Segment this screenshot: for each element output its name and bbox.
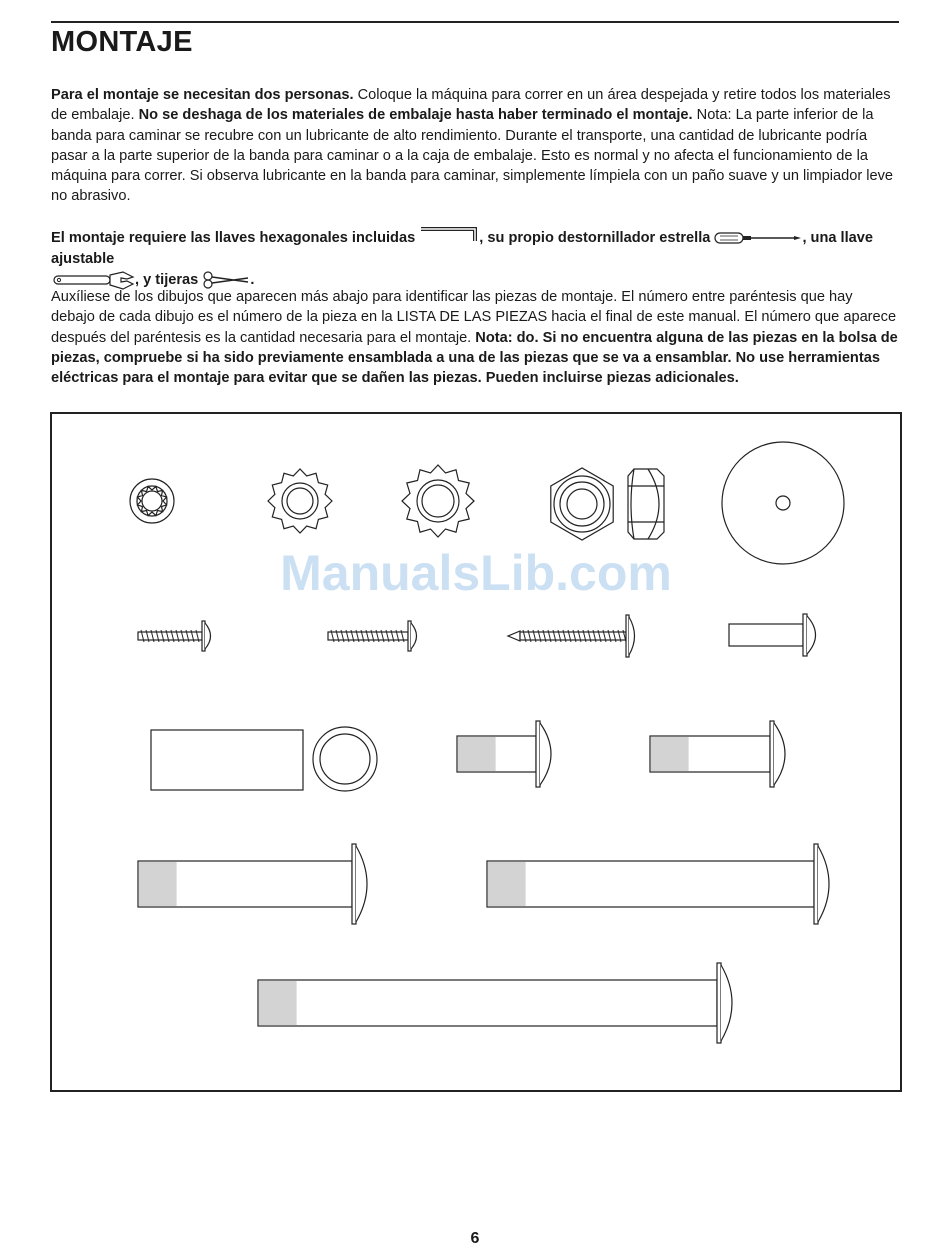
screwdriver-icon	[714, 230, 802, 246]
intro-paragraph	[51, 85, 899, 207]
parts-drawing	[52, 414, 900, 1090]
longest-bolt-part	[258, 963, 732, 1043]
watermark: ManualsLib.com	[280, 545, 672, 601]
tools-text-5: .	[250, 272, 255, 289]
bolt-2-part	[650, 721, 785, 787]
medium-star-washer-part	[268, 469, 332, 533]
medium-screw-part	[328, 621, 417, 651]
long-bolt-2-part	[487, 844, 829, 924]
intro-text-1: Coloque la máquina para correr en un área despejada y retire todos los materiales de embalaje.	[51, 87, 891, 124]
intro-bold-2: No se deshaga de los materiales de embalaje hasta haber terminado el montaje.	[138, 107, 693, 124]
page-number: 6	[470, 1230, 480, 1247]
intro-bold-1: Para el montaje se necesitan dos personas.	[51, 87, 354, 103]
short-screw-part	[138, 621, 211, 651]
short-bolt-part	[729, 614, 816, 656]
tools-text-1: El montaje requiere las llaves hexagonales incluidas	[51, 229, 416, 246]
parts-box	[50, 412, 902, 1092]
spacer-part	[151, 730, 303, 790]
tools-text-4: , y tijeras	[135, 272, 199, 289]
help-text: Auxíliese de los dibujos que aparecen más abajo para identificar las piezas de montaje. El número entre paréntesis que hay debajo de cada dibujo es el número de la pieza en la LISTA DE LAS PIEZAS hacia el final de este manual. El número que aparece después del paréntesis es la cantidad necesaria para el montaje.	[51, 289, 897, 346]
tools-text-2: , su propio destornillador estrella	[479, 229, 711, 246]
help-paragraph	[51, 287, 899, 388]
lock-nut-part	[628, 469, 664, 539]
small-star-washer-part	[130, 479, 174, 523]
intro-text-2: Nota: La parte inferior de la banda para caminar se recubre con un lubricante de alto rendimiento. Durante el transporte, una cantidad de lubricante podría pasar a la parte superior de la banda para caminar o a la caja de embalaje. Esto es normal y no afecta el funcionamiento de la máquina para correr. Si observa lubricante en la banda para caminar, simplemente límpiela con un paño suave y un limpiador leve no abrasivo.	[51, 107, 894, 205]
tools-text-3: , una llave ajustable	[51, 229, 874, 267]
bolt-1-part	[457, 721, 551, 787]
hex-nut-part	[551, 468, 613, 540]
spacer-ring-part	[313, 727, 377, 791]
long-bolt-1-part	[138, 844, 367, 924]
tools-paragraph	[51, 227, 899, 291]
top-rule	[51, 21, 899, 23]
hex-key-icon	[419, 227, 479, 249]
self-tapping-screw-part	[508, 615, 635, 657]
page-title: MONTAJE	[51, 26, 193, 58]
help-bold: Nota: do. Si no encuentra alguna de las piezas en la bolsa de piezas, compruebe si ha sido previamente ensamblada a una de las piezas que se va a ensamblar. No use herramientas eléctricas para el montaje para evitar que se dañen las piezas. Pueden incluirse piezas adicionales.	[51, 329, 898, 387]
large-star-washer-part	[402, 465, 474, 537]
flat-washer-part	[722, 442, 844, 564]
